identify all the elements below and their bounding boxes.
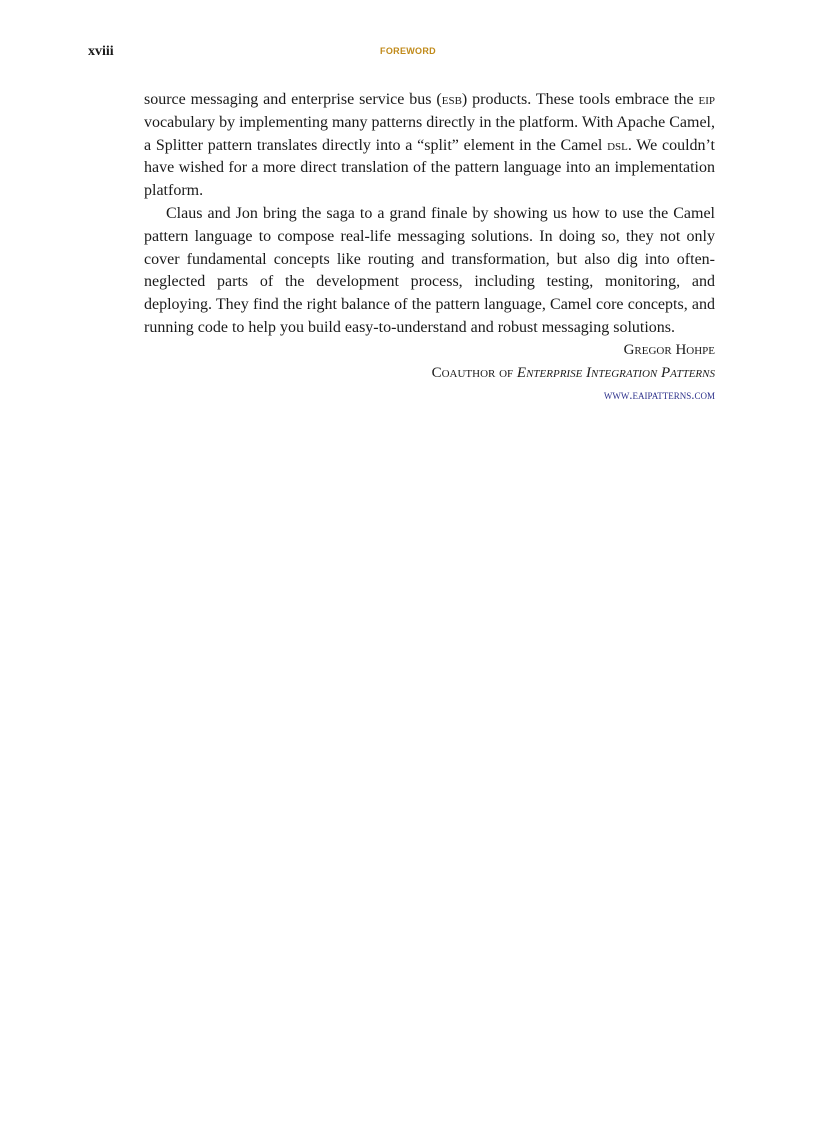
page-number: xviii <box>88 44 114 59</box>
paragraph-1 <box>144 89 715 203</box>
paragraph-1-part-c: vocabulary by implementing many patterns directly in the platform. With Apache Camel, a Splitter pattern translates directly into a “split” element in the Camel <box>144 113 715 154</box>
website-link[interactable]: www.eaipatterns.com <box>603 387 715 402</box>
body-text <box>144 89 715 340</box>
abbr-esb: esb <box>441 91 462 108</box>
author-name: Gregor Hohpe <box>623 342 715 358</box>
author-role <box>144 362 715 385</box>
paragraph-1-part-b: ) products. These tools embrace the <box>461 91 699 108</box>
book-title: Enterprise Integration Patterns <box>516 364 715 381</box>
paragraph-2: Claus and Jon bring the saga to a grand finale by showing us how to use the Camel pattern language to compose real-life messaging solutions. In doing so, they not only cover fundamental concepts like routing and transformation, but also dig into often-neglected parts of the development process, including testing, monitoring, and deploying. They find the right balance of the pattern language, Camel core concepts, and running code to help you build easy-to-understand and robust messaging solutions. <box>144 204 715 336</box>
running-head: FOREWORD <box>380 46 436 56</box>
abbr-dsl: dsl <box>607 136 628 154</box>
author-role-prefix: Coauthor of <box>431 364 517 381</box>
paragraph-1-part-a: source messaging and enterprise service bus ( <box>144 91 442 108</box>
abbr-eip: eip <box>698 91 715 108</box>
signature-block <box>144 339 715 407</box>
paragraph-1-part-d: . We couldn’t have wished for a more direct translation of the pattern language into an implementation platform. <box>144 136 716 200</box>
